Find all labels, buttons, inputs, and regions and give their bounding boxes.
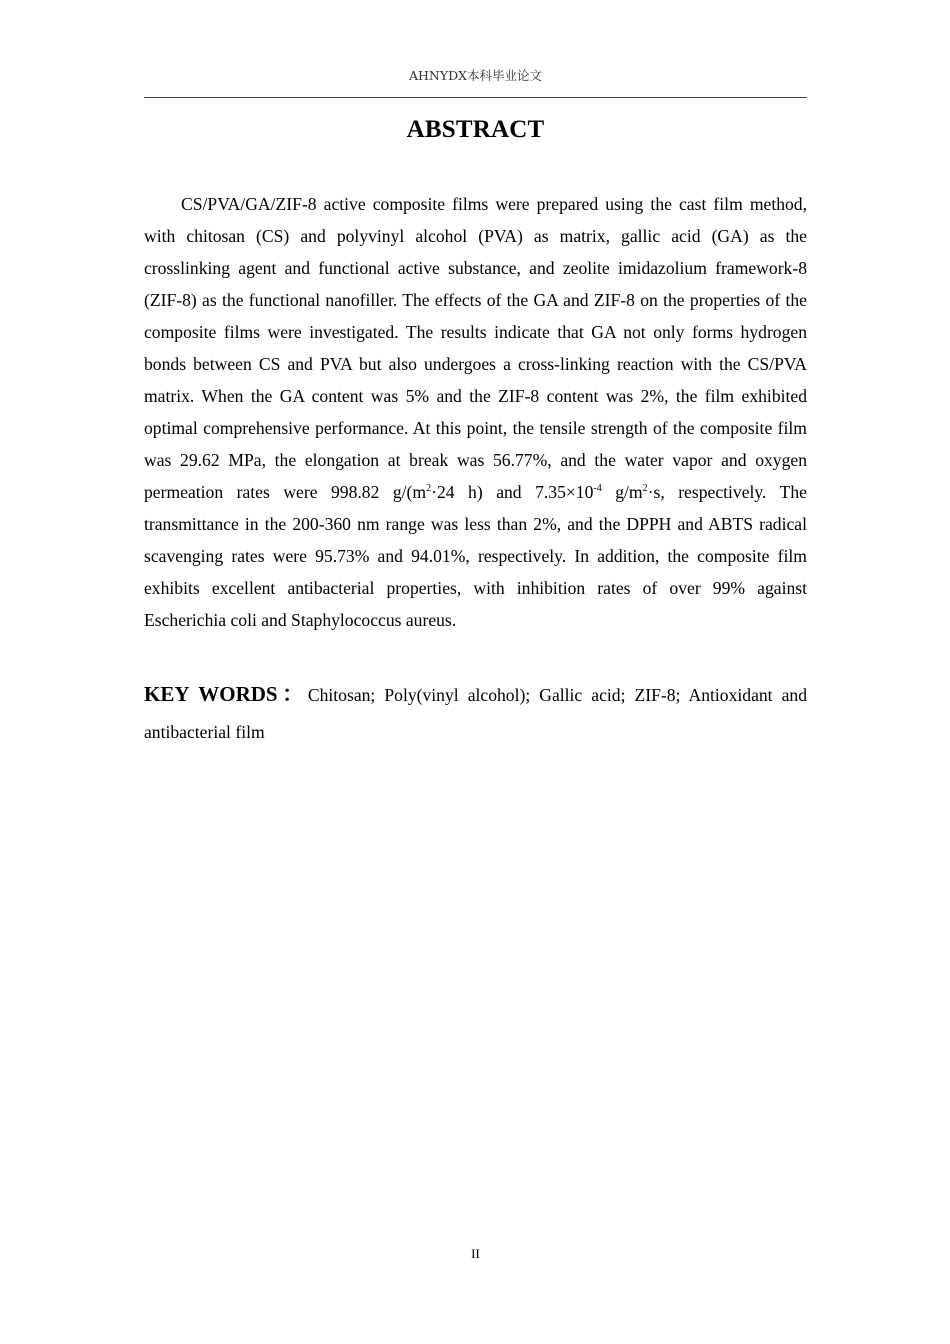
abstract-body bbox=[144, 188, 807, 636]
abstract-text-4: ·s, respectively. The transmittance in the 200-360 nm range was less than 2%, and the DPPH and ABTS radical scavenging rates were 95.73% and 94.01%, respectively. In addition, the composite film exhibits excellent antibacterial properties, with inhibition rates of over 99% against Escherichia coli and Staphylococcus aureus. bbox=[144, 482, 807, 630]
abstract-text-3: g/m bbox=[601, 482, 643, 502]
abstract-text-1: CS/PVA/GA/ZIF-8 active composite films were prepared using the cast film method, with chitosan (CS) and polyvinyl alcohol (PVA) as matrix, gallic acid (GA) as the crosslinking agent and functional active substance, and zeolite imidazolium framework-8 (ZIF-8) as the functional nanofiller. The effects of the GA and ZIF-8 on the properties of the composite films were investigated. The results indicate that GA not only forms hydrogen bonds between CS and PVA but also undergoes a cross-linking reaction with the CS/PVA matrix. When the GA content was 5% and the ZIF-8 content was 2%, the film exhibited optimal comprehensive performance. At this point, the tensile strength of the composite film was 29.62 MPa, the elongation at break was 56.77%, and the water vapor and oxygen permeation rates were 998.82 g/(m bbox=[144, 194, 807, 502]
keywords-label: KEY WORDS： bbox=[144, 682, 308, 706]
superscript-1: 2 bbox=[426, 483, 432, 494]
keywords-text: Chitosan; Poly(vinyl alcohol); Gallic acid; ZIF-8; Antioxidant and antibacterial film bbox=[144, 685, 808, 742]
superscript-3: 2 bbox=[642, 483, 648, 494]
page-title: ABSTRACT bbox=[406, 116, 545, 143]
page-number: II bbox=[471, 1246, 480, 1261]
superscript-2: -4 bbox=[593, 483, 602, 494]
header-divider bbox=[144, 97, 807, 98]
abstract-text-2: ·24 h) and 7.35×10 bbox=[431, 482, 594, 502]
abstract-paragraph bbox=[144, 188, 807, 636]
running-header: AHNYDX本科毕业论文 bbox=[408, 68, 543, 83]
keywords-section bbox=[144, 676, 807, 751]
